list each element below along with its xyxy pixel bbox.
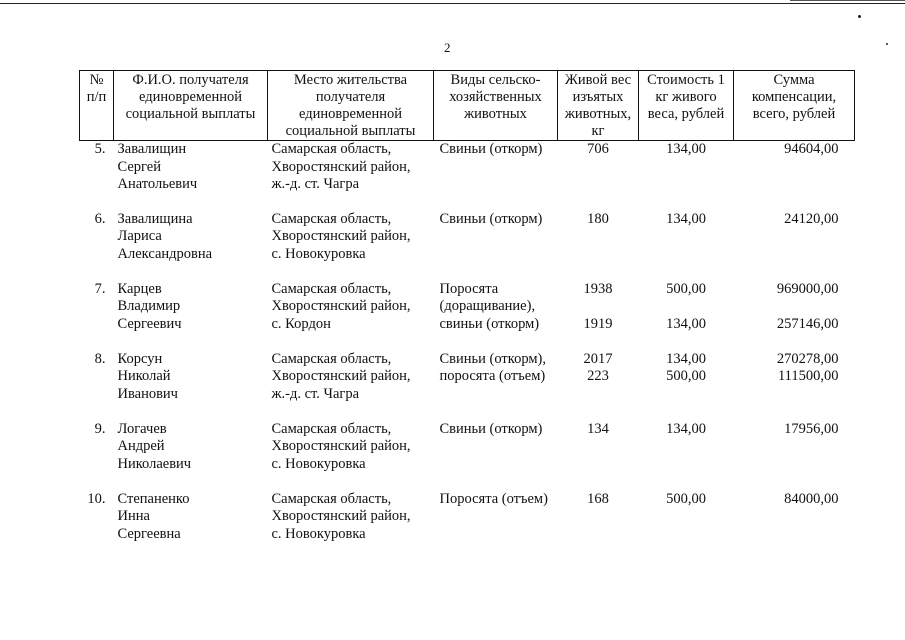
- table-row: [80, 141, 855, 211]
- scan-speck: [858, 15, 861, 18]
- table-row: [80, 211, 855, 281]
- header-residence: Место жительства получателя единовременной социальной выплаты: [268, 71, 434, 141]
- recipient-name: Степаненко Инна Сергеевна: [117, 490, 190, 542]
- row-number: 7.: [94, 280, 106, 297]
- recipient-residence: Самарская область, Хворостянский район, ж.-д. ст. Чагра: [271, 350, 411, 402]
- animal-types: Свиньи (откорм), поросята (отъем): [439, 350, 546, 384]
- compensation-sum: 17956,00: [784, 420, 839, 437]
- recipient-name: Завалищина Лариса Александровна: [117, 210, 213, 262]
- recipient-residence: Самарская область, Хворостянский район, с. Новокуровка: [271, 420, 411, 472]
- price-per-kg: 500,00 134,00: [666, 280, 706, 332]
- price-per-kg: 134,00: [666, 141, 706, 157]
- header-full-name: Ф.И.О. получателя единовременной социальной выплаты: [114, 71, 268, 141]
- recipient-name: Завалищин Сергей Анатольевич: [117, 141, 198, 192]
- header-total-compensation: Сумма компенсации, всего, рублей: [734, 71, 855, 141]
- compensation-sum: 270278,00 111500,00: [776, 350, 839, 384]
- recipient-residence: Самарская область, Хворостянский район, с. Новокуровка: [271, 210, 411, 262]
- header-animal-types: Виды сельско-хозяйственных животных: [434, 71, 558, 141]
- compensation-sum: 84000,00: [784, 490, 839, 507]
- recipient-name: Карцев Владимир Сергеевич: [117, 280, 182, 332]
- scan-speck: [886, 43, 888, 45]
- row-number: 5.: [94, 141, 106, 157]
- top-border-line: [0, 3, 905, 4]
- page-number: 2: [444, 40, 451, 55]
- price-per-kg: 134,00: [666, 420, 706, 437]
- table-row: [80, 281, 855, 351]
- animal-types: Свиньи (откорм): [439, 210, 543, 227]
- price-per-kg: 134,00: [666, 210, 706, 227]
- row-number: 6.: [94, 210, 106, 227]
- top-border-line-right: [790, 0, 905, 1]
- live-weight: 706: [587, 141, 609, 157]
- header-live-weight: Живой вес изъятых животных, кг: [558, 71, 639, 141]
- compensation-sum: 94604,00: [784, 141, 839, 157]
- animal-types: Поросята (отъем): [439, 490, 548, 507]
- price-per-kg: 500,00: [666, 490, 706, 507]
- row-number: 9.: [94, 420, 106, 437]
- recipient-name: Логачев Андрей Николаевич: [117, 420, 192, 472]
- live-weight: 134: [587, 420, 609, 437]
- price-per-kg: 134,00 500,00: [666, 350, 706, 384]
- recipient-name: Корсун Николай Иванович: [117, 350, 178, 402]
- animal-types: Поросята (доращивание), свиньи (откорм): [439, 280, 540, 332]
- recipient-residence: Самарская область, Хворостянский район, с. Кордон: [271, 280, 411, 332]
- live-weight: 168: [587, 490, 609, 507]
- compensation-sum: 24120,00: [784, 210, 839, 227]
- header-number: № п/п: [80, 71, 114, 141]
- table-header-row: [80, 71, 855, 141]
- compensation-table: [79, 70, 855, 551]
- live-weight: 1938 1919: [583, 280, 613, 332]
- live-weight: 2017 223: [583, 350, 613, 384]
- recipient-residence: Самарская область, Хворостянский район, ж.-д. ст. Чагра: [271, 141, 411, 192]
- table-row: [80, 491, 855, 551]
- animal-types: Свиньи (откорм): [439, 420, 543, 437]
- animal-types: Свиньи (откорм): [439, 141, 543, 157]
- live-weight: 180: [587, 210, 609, 227]
- header-price-per-kg: Стоимость 1 кг живого веса, рублей: [639, 71, 734, 141]
- recipient-residence: Самарская область, Хворостянский район, с. Новокуровка: [271, 490, 411, 542]
- row-number: 8.: [94, 350, 106, 367]
- table-row: [80, 351, 855, 421]
- table-row: [80, 421, 855, 491]
- compensation-sum: 969000,00 257146,00: [776, 280, 839, 332]
- row-number: 10.: [87, 490, 106, 507]
